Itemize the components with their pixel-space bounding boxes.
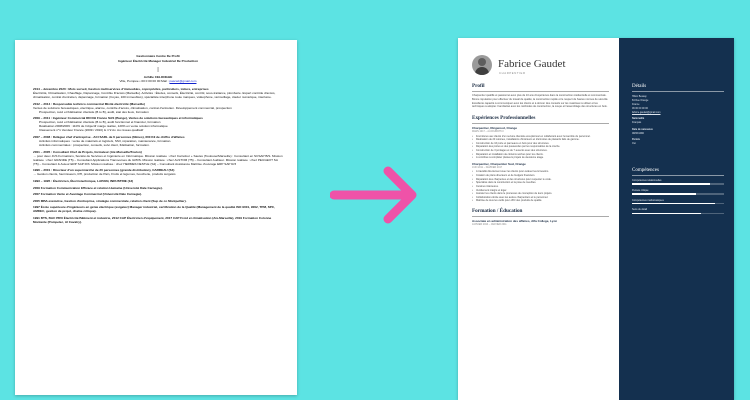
old-cv-bullet: Activités commerciales : prospection, conseils, suivi client, fidélisation, formation. — [39, 143, 150, 148]
skill-bar — [632, 203, 724, 204]
old-cv-section-heading: 1996 – 2001 : Directeur d'un supermarché de 20 personnes (grande distribution), CARREAU (S4) — [33, 168, 175, 173]
education-section-title: Formation / Éducation — [472, 208, 609, 217]
old-cv-header — [33, 54, 283, 63]
job-bullet: • Fournitures aux clients d'un service clientèle exceptionnel en collaborant avec l'ensemble du personnel. — [472, 135, 609, 139]
job-title: Charpentier, Ringwood, Orange — [472, 126, 518, 130]
skill-label: Compétences mathématiques — [632, 198, 664, 202]
job-bullet: • Réparation des charpentes et des structures pour respecter le code. — [472, 178, 609, 182]
skills-section-title: Compétences — [632, 168, 724, 176]
detail-line: France — [632, 103, 640, 107]
arrow-right-icon — [330, 165, 422, 225]
old-cv-bullet: Classement n°1 Vendeur France (2009 / 2010) & n°2 Av. Au niveau qualitatif — [39, 128, 144, 133]
old-cv-subtitle: Ingénieur Électricité Manager Industriel De Production — [118, 59, 198, 64]
skill-label: Compétences relationnelles — [632, 178, 662, 182]
old-cv-section-heading: 1993 – 1995 : Électricien, Électrotechnique, LAPAIN, INDUSTRIE (13) — [33, 178, 134, 183]
nationality-value: Français — [632, 121, 642, 125]
old-cv-section-heading: 2007 – 2008 : Délégué chef d'entreprise - ACI SARL de 6 personnes (Nîmes), 600 K€ de chiffre d'affaires — [33, 135, 185, 139]
detail-line: 84 Rue Orange — [632, 99, 649, 103]
old-cv-section — [33, 168, 283, 176]
details-section-title: Détails — [632, 84, 724, 92]
old-cv-section — [33, 102, 283, 114]
job-bullet: • Réalisation de 20 cuisines, installations d'intérieurs et d'armoires de placards faits de gamme. — [472, 138, 609, 142]
profile-section-title: Profil — [472, 83, 609, 92]
old-cv-contact-text: Ville, Pompée • 00 0 00 00 00 Mail : — [119, 79, 169, 84]
old-cv-sections — [33, 87, 283, 224]
old-cv-section — [33, 186, 283, 190]
old-cv-email: pascaz@gmail.com — [169, 79, 197, 84]
job-bullet: • A contribué à compléter plusieurs projets de deuxième étage. — [472, 156, 609, 160]
old-cv-section — [33, 87, 283, 99]
old-cv-section — [33, 199, 283, 203]
skill-label: Pensée critique — [632, 188, 649, 192]
new-cv-sidebar — [619, 38, 734, 400]
old-cv-name: Achille CELONGHE — [143, 75, 173, 80]
job-bullet: • Maîtrise de tous les outils pour offrir des produits de qualité. — [472, 199, 609, 203]
job-bullet: • Construction de 16 porte et panneaux en bois pour des structures. — [472, 142, 609, 146]
detail-line: 06 00 00 00 00 — [632, 107, 648, 111]
skill-bar — [632, 193, 724, 194]
old-cv-section-heading: 1991 BTS, BAC PRO Électricité Bâtiment et industrie, 2012 CAP Électricien d'équipement, 2017 CAP Froid et climatisation (Aix-Marseille), 2019 Formation Colonne Montante (Pompelec, Al Cavalry). — [33, 215, 272, 224]
experience-list — [472, 126, 609, 203]
job-bullet: • Cuisines intérieures. — [472, 185, 609, 189]
job-bullet: • Ventilement intégré et léger. — [472, 189, 609, 193]
profile-text: Charpentier qualifié et passionné avec plus de 10 ans d'expérience dans la construction résidentielle et commerciale. Bonne réputation pour effectuer du travail de qualité, la construction rapide et le respect de hautes normes de sécurité. Excellente capacité à communiquer avec les clients et à donner des conseils sur les matériaux à utiliser et les techniques à adopter. Familiarisé avec les méthodes de construction, la coupe et l'assemblage des structures en bois. — [472, 94, 609, 109]
skills-list — [632, 179, 724, 215]
old-cv-section — [33, 135, 283, 147]
job-date: MARS 2017 – AUJOURD'HUI — [472, 130, 504, 133]
old-cv-section-body: Ventes de solutions bureautiques, électrique, alarme, contrôle d'accès, climatisation, contrat d'entretien. Développement commercial, prospection — [33, 105, 232, 110]
skill-bar-fill — [632, 193, 696, 194]
job-date: JUIN 2011 – FÉVRIER 2017 — [472, 165, 503, 169]
old-cv-section-body: Électricité, Climatisation, Chauffage, Dépannage, Contrôle D'accès (Marseille). Activités : Études, conseils, Électricité, contrôl, sous-traitance, plomberie. Expert contrôle d'accès, climatisation, contrat d'entretien, dépannage, formation (Coyas, 100 immeubles), spécialiste interphone toute marques, vidéophone, vérrouillage, clavier numérique, interlume. — [33, 91, 276, 100]
old-cv-section — [33, 216, 283, 224]
new-cv-name: Fabrice Gaudet — [498, 58, 566, 70]
license-value: Oui — [632, 141, 636, 145]
skill-bar — [632, 183, 724, 184]
skill-bar-fill — [632, 213, 701, 214]
license-label: Permis — [632, 137, 640, 141]
old-cv-section-heading: 2009 – 2011 : Ingénieur Commercial RICOH France SAS (Bunge), Ventes de solutions bureautiques et informatiques — [33, 116, 203, 121]
detail-line: Hilton Bessay — [632, 95, 647, 98]
old-cv-section — [33, 116, 283, 132]
old-cv-section-heading: 1997 École supérieure d'ingénieurs en génie électrique (esigelec) Manager industriel, certification de la Qualité (Management de la qualité ISO 9001, 9002, TPM, SPC, AMDEC, gestion de projet, chaîne critique). — [33, 205, 275, 214]
old-cv-section-heading: 2014 – décembre 2020 : Mots surveil, Gestion multiservices d'immeubles, copropriétés, particuliers, toiture, entreprises — [33, 87, 209, 92]
job-bullet: • Assister les clients dans le processus de conception de leurs projets. — [472, 192, 609, 196]
job-bullet: • A travaillé directement avec les clients pour évaluer leurs besoins. — [472, 170, 609, 174]
old-cv-bullet: Prospection, suivi et fidélisation clientèle (B to B), audit fonctionnel et financier, formation — [39, 120, 161, 125]
old-cv-section-heading: 2009 Formation Communication Efficace et relation Humaine (Université Dale Carnegie). — [33, 185, 163, 190]
birth-value: 08/06/1990 — [632, 131, 644, 135]
old-cv-section — [33, 192, 283, 196]
old-cv-section-heading: 2012 – 2014 : Responsable technico commercial Mixité électricité (Marseille) — [33, 101, 145, 106]
experience-section-title: Expériences Professionnelles — [472, 115, 609, 124]
skill-bar-fill — [632, 203, 715, 204]
skill-bar — [632, 213, 724, 214]
job-bullet: • Réparation et installation de cloisons sèches pour les clients. — [472, 153, 609, 157]
job-bullet: • Création de plans directeurs et de budgets financiers. — [472, 174, 609, 178]
new-cv-document — [458, 38, 734, 400]
job-bullet: • Spécialisé dans la construction et la pose de meubles. — [472, 181, 609, 185]
details-list — [632, 95, 724, 115]
email-link[interactable]: fabrice.gaudet@gmail.com — [632, 111, 661, 115]
old-cv-title: Gestionnaire Centre De Profit — [136, 54, 180, 58]
job-bullet: • Construction de 3 pontages et de 7 auvents avec des structures. — [472, 149, 609, 153]
education-item: Associate en administration des affaires, Alfa College, Lyon — [472, 219, 558, 223]
old-cv-section-heading: 2007 Formation Vente et Avantage Commercial (Université Dale Carnegie). — [33, 192, 142, 197]
old-cv-section-body: → pour deux JUS Formations, Société de Services et Ingénierie en Informatique. Mission réalisée : chez Carrefour + Saules (Toulouse/Marseille) : Consultant en SCSAP B/S. Mission réalisée : chez GRANDE (T5) – Consultant Applications Transverses du GPRS. Mission réalisée : chez ALSTOM (T5) – Consultant Auditeur. Mission réalisée : chez PEUGEOT SA (T5) – Consultant & Auteur ERP SAP R/3. Mission réalisée : chez HERMES NESTLE (S4) – Consultant Assistance Maîtrise d'ouvrage ERP SAP R/3 — [33, 153, 283, 166]
skill-bar-fill — [632, 183, 710, 184]
old-cv-section-heading: 2001 – 2005 : Consultant Chef de Projets, formateur (Aix-Marseille/Toulon) — [33, 149, 142, 154]
photo-placeholder-icon: | — [157, 67, 159, 74]
job-bullet: • Collaboration étroite avec les autres charpentiers et le personnel. — [472, 196, 609, 200]
job-bullet: • Réparation des portes et des passerelles par les responsables de la crèche. — [472, 145, 609, 149]
old-cv-section-body: → Gestion clients, fournisseurs, RH, production de Pain, Fruits et légumes, boucherie, produits surgelés — [33, 172, 176, 177]
birth-label: Date de naissance — [632, 127, 653, 131]
old-cv-contact — [33, 79, 283, 83]
education-date: JANVIER 2010 – JANVIER 2011 — [472, 223, 507, 226]
job-title: Charpentier, Charpentier Sud, Orange — [472, 161, 526, 166]
new-cv-main-column — [458, 38, 619, 400]
old-cv-bullet: Activités informatiques : vente de matériels et logiciels, SSII, réparation, maintenance, formation. — [39, 139, 172, 144]
old-cv-section-heading: 2005 MBA exécutive, Gestion d'entreprise, stratégie commerciale, relation client (Sup de co Montpellier). — [33, 198, 187, 203]
old-cv-bullet: Réalisation 2008/2009 : 110% de l'objectif marge réalisé, 120% en vente solution informatique — [39, 124, 168, 129]
nationality-label: Nationalité — [632, 117, 645, 121]
old-cv-section — [33, 205, 283, 213]
old-cv-section — [33, 150, 283, 166]
new-cv-role: CHARPENTIER — [499, 71, 526, 75]
old-cv-bullet: Prospection, suivi et fidélisation clientèle (B to B), audit, état des lieux, formation — [39, 109, 149, 114]
old-cv-document — [15, 40, 297, 395]
profile-photo — [472, 55, 492, 75]
skill-label: Sens du détail — [632, 208, 648, 212]
old-cv-section — [33, 179, 283, 183]
